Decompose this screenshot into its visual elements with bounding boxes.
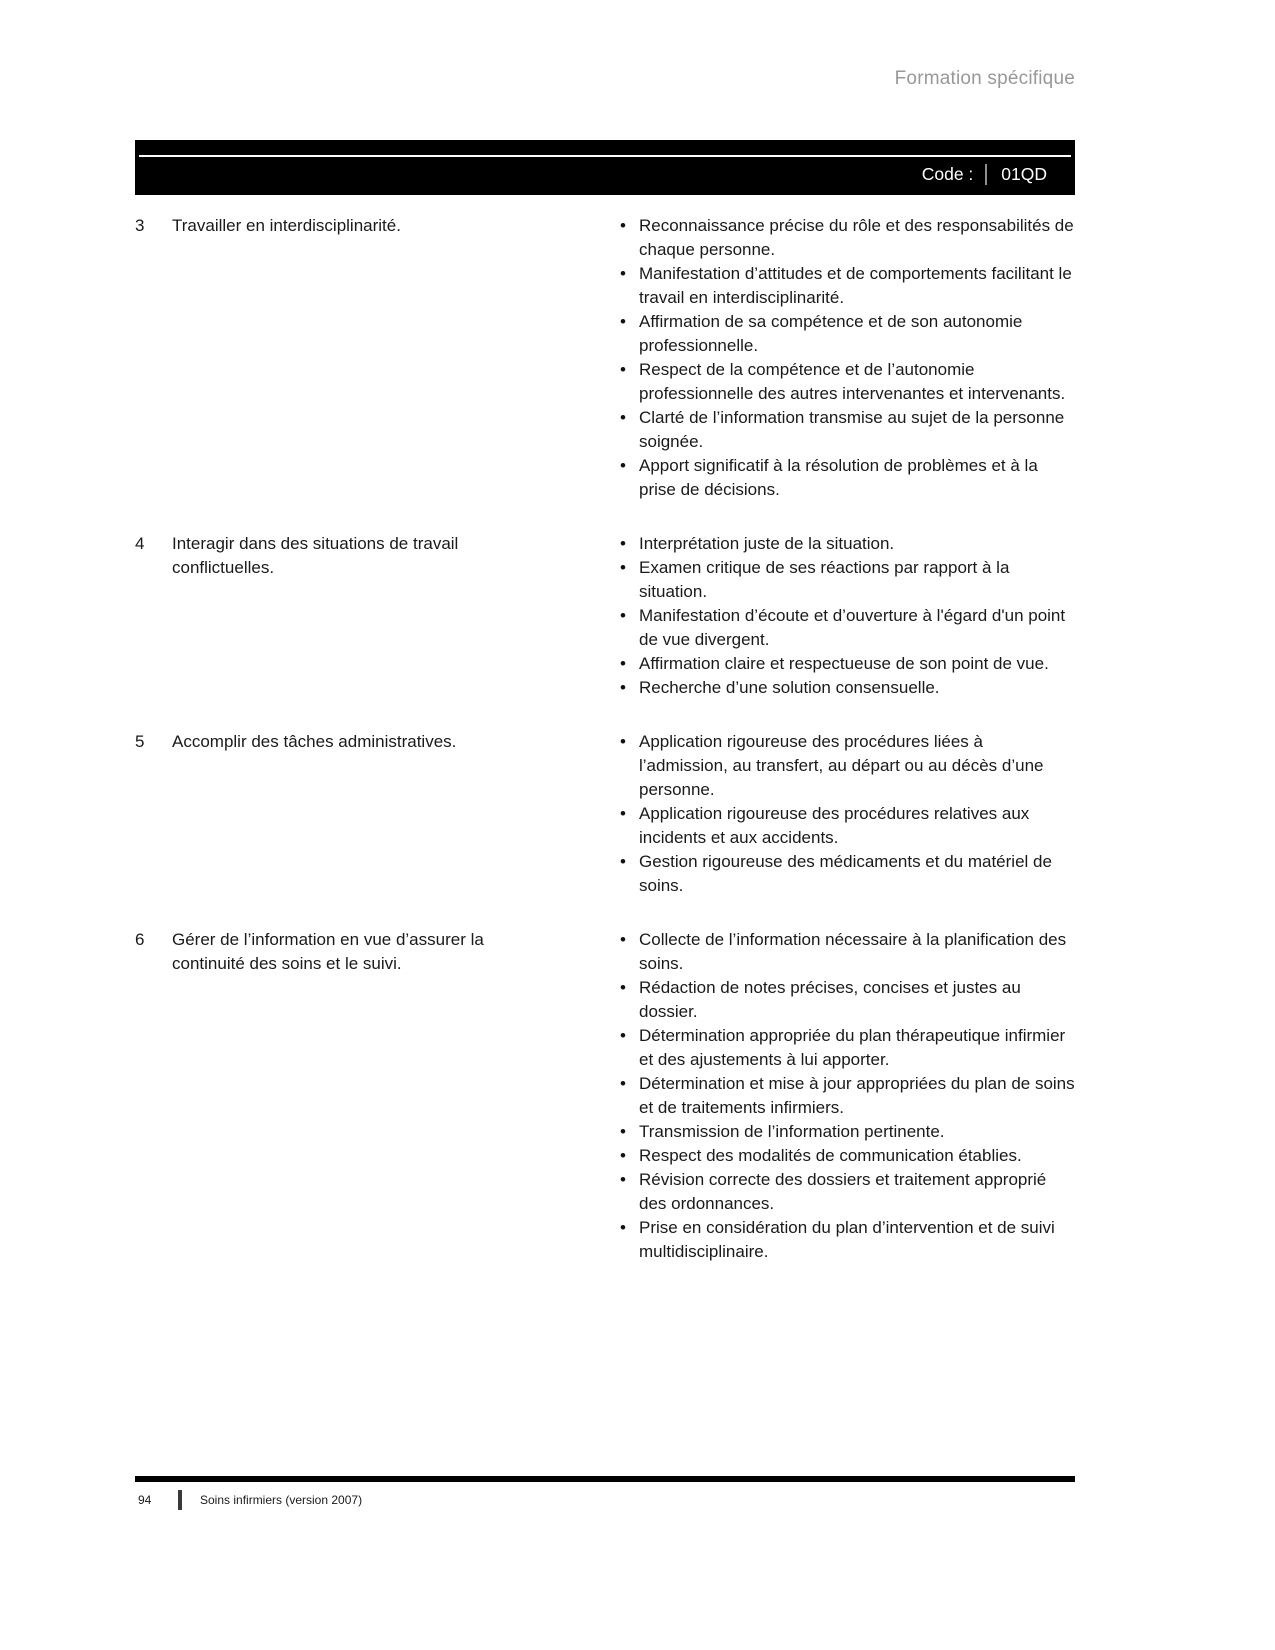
criteria-item [617,1168,1075,1216]
competency-title: Accomplir des tâches administratives. [172,732,457,751]
competency-number: 5 [135,732,145,751]
criteria-item [617,310,1075,358]
criteria-text: Respect des modalités de communication établies. [639,1146,1022,1165]
criteria-text: Respect de la compétence et de l’autonomie professionnelle des autres intervenantes et intervenants. [639,360,1066,403]
criteria-item [617,1120,1075,1144]
criteria-item [617,1024,1075,1072]
criteria-item [617,604,1075,652]
footer-rule [135,1476,1075,1482]
criteria-item [617,676,1075,700]
criteria-item [617,652,1075,676]
criteria-text: Application rigoureuse des procédures relatives aux incidents et aux accidents. [639,804,1030,847]
criteria-item [617,1072,1075,1120]
criteria-list [545,214,1075,502]
criteria-item [617,1144,1075,1168]
competency-number: 3 [135,216,145,235]
competency-row [135,928,1075,1264]
criteria-text: Recherche d’une solution consensuelle. [639,678,940,697]
page-footer [138,1490,362,1510]
competency-row [135,730,1075,898]
competency-number: 6 [135,930,145,949]
criteria-text: Manifestation d’écoute et d’ouverture à l'égard d'un point de vue divergent. [639,606,1066,649]
criteria-item [617,532,1075,556]
competency-number: 4 [135,534,145,553]
footer-doc-label: Soins infirmiers (version 2007) [200,1493,363,1507]
criteria-item [617,850,1075,898]
criteria-text: Examen critique de ses réactions par rapport à la situation. [639,558,1010,601]
criteria-item [617,976,1075,1024]
criteria-text: Affirmation claire et respectueuse de son point de vue. [639,654,1049,673]
criteria-item [617,406,1075,454]
criteria-text: Interprétation juste de la situation. [639,534,895,553]
footer-bar-divider [178,1490,182,1510]
criteria-text: Manifestation d’attitudes et de comportements facilitant le travail en interdisciplinarité. [639,264,1072,307]
page-header [135,68,1075,90]
criteria-item [617,730,1075,802]
code-banner [135,140,1075,195]
code-banner-text [922,164,1047,185]
competency-table [135,214,1075,1294]
criteria-text: Collecte de l’information nécessaire à la planification des soins. [639,930,1067,973]
competency-title: Travailler en interdisciplinarité. [172,216,401,235]
criteria-list [545,730,1075,898]
criteria-text: Transmission de l’information pertinente. [639,1122,945,1141]
code-value: 01QD [985,164,1047,185]
criteria-text: Gestion rigoureuse des médicaments et du matériel de soins. [639,852,1052,895]
competency-row [135,214,1075,502]
criteria-list [545,928,1075,1264]
criteria-text: Reconnaissance précise du rôle et des responsabilités de chaque personne. [639,216,1074,259]
criteria-item [617,556,1075,604]
criteria-text: Rédaction de notes précises, concises et justes au dossier. [639,978,1021,1021]
code-label: Code : [921,164,974,184]
criteria-text: Détermination appropriée du plan thérapeutique infirmier et des ajustements à lui apporter. [639,1026,1066,1069]
criteria-item [617,358,1075,406]
criteria-item [617,262,1075,310]
criteria-text: Révision correcte des dossiers et traitement approprié des ordonnances. [639,1170,1047,1213]
competency-title: Gérer de l’information en vue d’assurer la continuité des soins et le suivi. [172,930,484,973]
criteria-text: Clarté de l’information transmise au sujet de la personne soignée. [639,408,1065,451]
criteria-item [617,454,1075,502]
criteria-item [617,928,1075,976]
criteria-text: Affirmation de sa compétence et de son autonomie professionnelle. [639,312,1023,355]
banner-divider-line [139,155,1071,157]
criteria-text: Apport significatif à la résolution de problèmes et à la prise de décisions. [639,456,1038,499]
competency-row [135,532,1075,700]
criteria-item [617,1216,1075,1264]
criteria-text: Prise en considération du plan d’intervention et de suivi multidisciplinaire. [639,1218,1055,1261]
criteria-item [617,214,1075,262]
competency-title: Interagir dans des situations de travail conflictuelles. [172,534,459,577]
criteria-list [545,532,1075,700]
page-number: 94 [138,1493,152,1507]
criteria-text: Détermination et mise à jour appropriées du plan de soins et de traitements infirmiers. [639,1074,1075,1117]
criteria-text: Application rigoureuse des procédures liées à l’admission, au transfert, au départ ou au décès d’une personne. [639,732,1044,799]
header-label: Formation spécifique [894,68,1075,89]
criteria-item [617,802,1075,850]
